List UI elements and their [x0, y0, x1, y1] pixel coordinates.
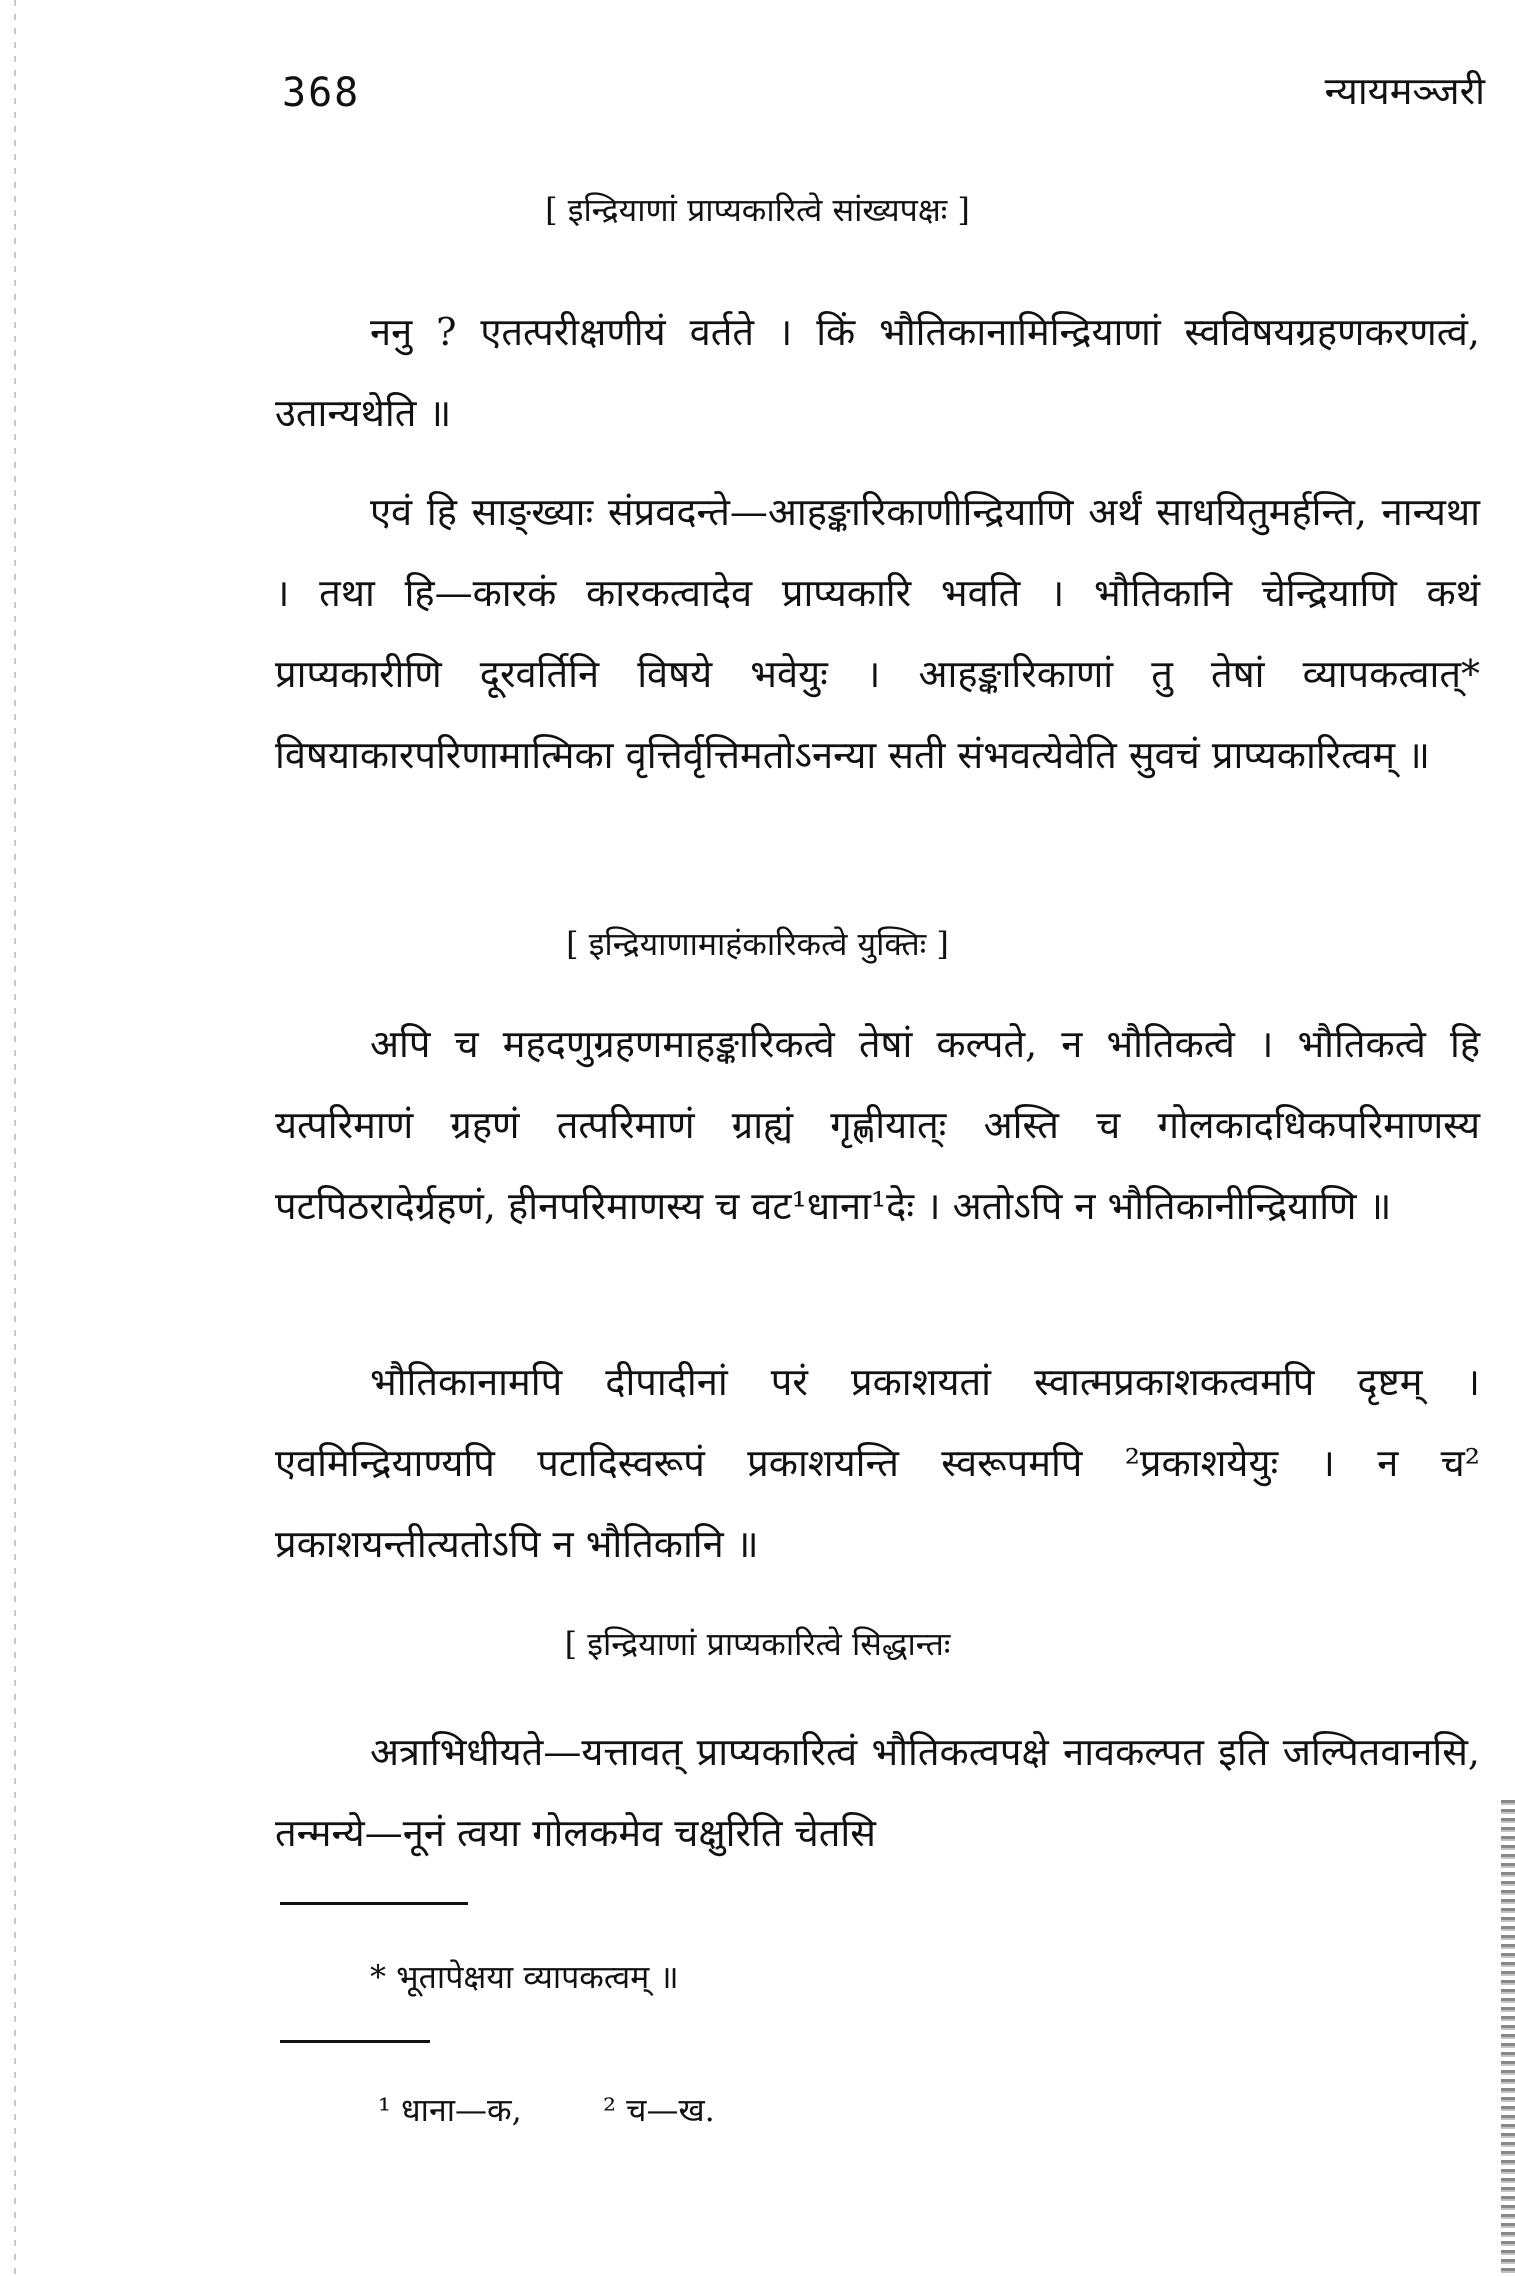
- footnote-separator: [280, 1902, 468, 1905]
- footnote-star: * भूतापेक्षया व्यापकत्वम् ॥: [370, 1958, 679, 1996]
- page-scan-edge-right: [1501, 1800, 1515, 2276]
- paragraph: ननु ? एतत्परीक्षणीयं वर्तते । किं भौतिकानामिन्द्रियाणां स्वविषयग्रहणकरणत्वं, उतान्यथेति ॥: [275, 310, 1480, 435]
- running-title: न्यायमञ्जरी: [1324, 69, 1485, 113]
- footnote-separator: [280, 2040, 430, 2043]
- page-number: 368: [282, 70, 361, 116]
- paragraph: अत्राभिधीयते—यत्तावत् प्राप्यकारित्वं भौतिकत्वपक्षे नावकल्पत इति जल्पितवानसि, तन्मन्ये—नूनं त्वया गोलकमेव चक्षुरिति चेतसि: [275, 1730, 1480, 1855]
- footnote-2: ² च—ख.: [603, 2091, 715, 2129]
- paragraph: भौतिकानामपि दीपादीनां परं प्रकाशयतां स्वात्मप्रकाशकत्वमपि दृष्टम् । एवमिन्द्रियाण्यपि पटादिस्वरूपं प्रकाशयन्ति स्वरूपमपि ²प्रकाशयेयुः । न च² प्रकाशयन्तीत्यतोऽपि न भौतिकानि ॥: [275, 1360, 1480, 1566]
- page-scan-edge-left: [14, 0, 16, 2276]
- section-heading: [ इन्द्रियाणां प्राप्यकारित्वे सिद्धान्तः: [564, 1625, 951, 1663]
- section-heading: [ इन्द्रियाणां प्राप्यकारित्वे सांख्यपक्षः ]: [545, 191, 970, 229]
- section-heading: [ इन्द्रियाणामाहंकारिकत्वे युक्तिः ]: [566, 925, 949, 963]
- paragraph: एवं हि साङ्ख्याः संप्रवदन्ते—आहङ्कारिकाणीन्द्रियाणि अर्थं साधयितुमर्हन्ति, नान्यथा । तथा हि—कारकं कारकत्वादेव प्राप्यकारि भवति । भौतिकानि चेन्द्रियाणि कथं प्राप्यकारीणि दूरवर्तिनि विषये भवेयुः । आहङ्कारिकाणां तु तेषां व्यापकत्वात्* विषयाकारपरिणामात्मिका वृत्तिर्वृत्तिमतोऽनन्या सती संभवत्येवेति सुवचं प्राप्यकारित्वम् ॥: [275, 490, 1480, 777]
- variant-footnotes: [378, 2088, 715, 2131]
- footnote-1: ¹ धाना—क,: [378, 2091, 522, 2129]
- paragraph: अपि च महदणुग्रहणमाहङ्कारिकत्वे तेषां कल्पते, न भौतिकत्वे । भौतिकत्वे हि यत्परिमाणं ग्रहणं तत्परिमाणं ग्राह्यं गृह्णीयात्ः अस्ति च गोलकादधिकपरिमाणस्य पटपिठरादेर्ग्रहणं, हीनपरिमाणस्य च वट¹धाना¹देः । अतोऽपि न भौतिकानीन्द्रियाणि ॥: [275, 1022, 1480, 1228]
